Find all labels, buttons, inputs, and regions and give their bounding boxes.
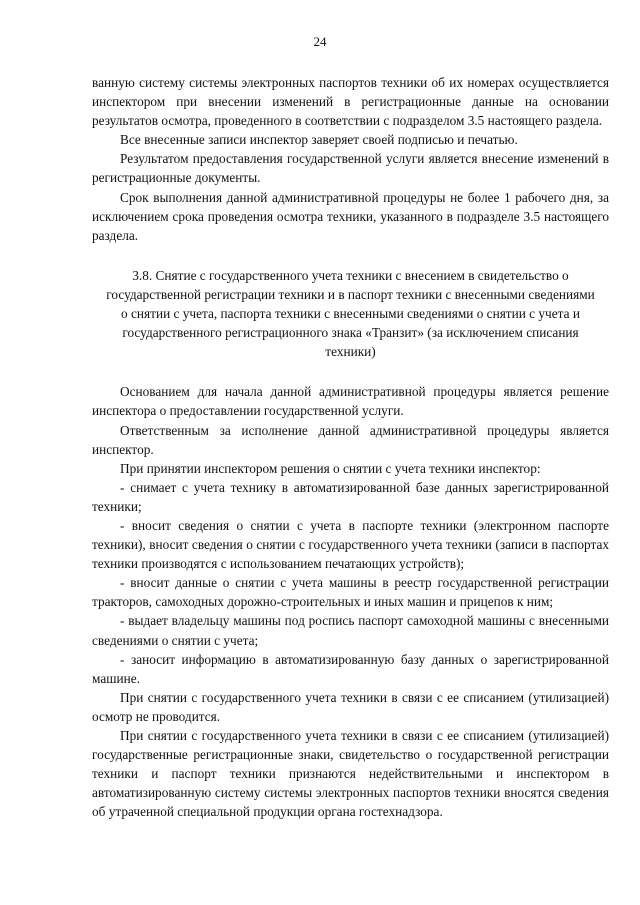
document-body [92, 73, 609, 821]
page-number: 24 [313, 34, 327, 49]
list-item: - вносит данные о снятии с учета машины в реестр государственной регистрации тракторов, самоходных дорожно-строительных и иных машин и прицепов к ним; [92, 575, 609, 610]
section-heading: 3.8. Снятие с государственного учета техники с внесением в свидетельство о государственной регистрации техники и в паспорт техники с внесенными сведениями о снятии с учета, паспорта техники с внесенными сведениями о снятии с учета и государственного регистрационного знака «Транзит» (за исключением списания техники) [106, 267, 595, 360]
paragraph: ванную систему системы электронных паспортов техники об их номерах осуществляется инспектором при внесении изменений в регистрационные данные на основании результатов осмотра, проведенного в соответствии с подразделом 3.5 настоящего раздела. [92, 75, 609, 129]
list-item: - вносит сведения о снятии с учета в паспорте техники (электронном паспорте техники), вносит сведения о снятии с государственного учета техники (записи в паспортах техники производятся с использованием печатающих устройств); [92, 517, 609, 572]
paragraph: При снятии с государственного учета техники в связи с ее списанием (утилизацией) государственные регистрационные знаки, свидетельство о государственной регистрации техники и паспорт техники признаются недействительными и инспектором в автоматизированную систему системы электронных паспортов техники вносятся сведения об утраченной специальной продукции органа гостехнадзора. [92, 728, 609, 820]
paragraph: При принятии инспектором решения о снятии с учета техники инспектор: [120, 460, 541, 476]
paragraph: Ответственным за исполнение данной административной процедуры является инспектор. [92, 422, 609, 457]
paragraph: При снятии с государственного учета техники в связи с ее списанием (утилизацией) осмотр не проводится. [92, 689, 609, 724]
list-item: - заносит информацию в автоматизированную базу данных о зарегистрированной машине. [92, 651, 609, 686]
paragraph: Основанием для начала данной административной процедуры является решение инспектора о предоставлении государственной услуги. [92, 384, 609, 419]
list-item: - снимает с учета технику в автоматизированной базе данных зарегистрированной техники; [92, 479, 609, 514]
paragraph: Результатом предоставления государственной услуги является внесение изменений в регистрационные документы. [92, 151, 609, 186]
paragraph: Срок выполнения данной административной процедуры не более 1 рабочего дня, за исключением срока проведения осмотра техники, указанного в подразделе 3.5 настоящего раздела. [92, 189, 609, 243]
list-item: - выдает владельцу машины под роспись паспорт самоходной машины с внесенными сведениями о снятии с учета; [92, 613, 609, 648]
paragraph: Все внесенные записи инспектор заверяет своей подписью и печатью. [120, 132, 518, 148]
